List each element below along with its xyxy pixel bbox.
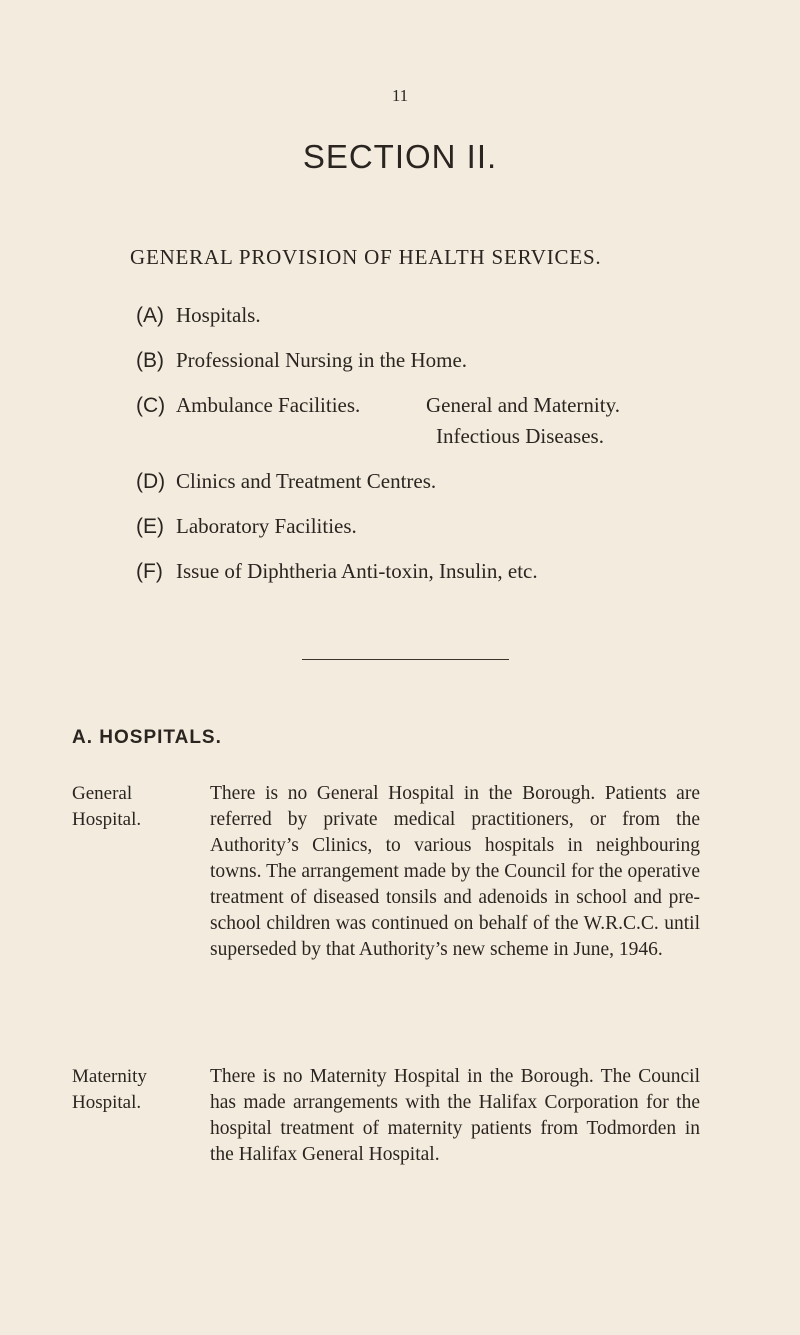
- contents-letter: (D): [136, 470, 166, 493]
- section-divider: [302, 659, 509, 660]
- contents-item-c: [136, 390, 696, 452]
- contents-text: Ambulance Facilities.: [176, 393, 361, 417]
- contents-text: Laboratory Facilities.: [176, 514, 357, 538]
- contents-item-e: [136, 511, 696, 542]
- hospitals-heading: A. HOSPITALS.: [72, 727, 222, 748]
- contents-item-d: [136, 466, 696, 497]
- contents-list: [136, 300, 696, 601]
- contents-letter: (E): [136, 515, 164, 538]
- contents-letter: (F): [136, 560, 163, 583]
- contents-letter: (B): [136, 349, 164, 372]
- maternity-hospital-entry: [72, 1064, 712, 1168]
- contents-text: Issue of Diphtheria Anti-toxin, Insulin, etc.: [176, 559, 538, 583]
- contents-detail: [426, 390, 620, 452]
- contents-detail-line: General and Maternity.: [426, 393, 620, 417]
- contents-text: Hospitals.: [176, 303, 261, 327]
- entry-label: Maternity Hospital.: [72, 1066, 147, 1113]
- contents-detail-line: Infectious Diseases.: [436, 424, 604, 448]
- contents-item-b: [136, 345, 696, 376]
- section-subtitle: GENERAL PROVISION OF HEALTH SERVICES.: [130, 245, 602, 269]
- page-number: 11: [391, 86, 409, 105]
- entry-body: There is no Maternity Hospital in the Borough. The Council has made arrangements with the Halifax Corporation for the hospital treatment of maternity patients from Todmorden in the Halifax General Hospital.: [210, 1066, 700, 1165]
- contents-letter: (A): [136, 304, 164, 327]
- contents-text: Clinics and Treatment Centres.: [176, 469, 437, 493]
- contents-item-f: [136, 556, 696, 587]
- section-title: SECTION II.: [302, 138, 498, 175]
- contents-letter: (C): [136, 394, 166, 417]
- general-hospital-entry: [72, 781, 712, 963]
- entry-label: General Hospital.: [72, 783, 142, 830]
- contents-text: Professional Nursing in the Home.: [176, 348, 468, 372]
- entry-body: There is no General Hospital in the Borough. Patients are referred by private medical practitioners, or from the Authority’s Clinics, to various hospitals in neighbouring towns. The arrangement made by the Council for the operative treatment of diseased tonsils and adenoids in school and pre-school children was continued on behalf of the W.R.C.C. until superseded by that Authority’s new scheme in June, 1946.: [210, 783, 700, 960]
- contents-item-a: [136, 300, 696, 331]
